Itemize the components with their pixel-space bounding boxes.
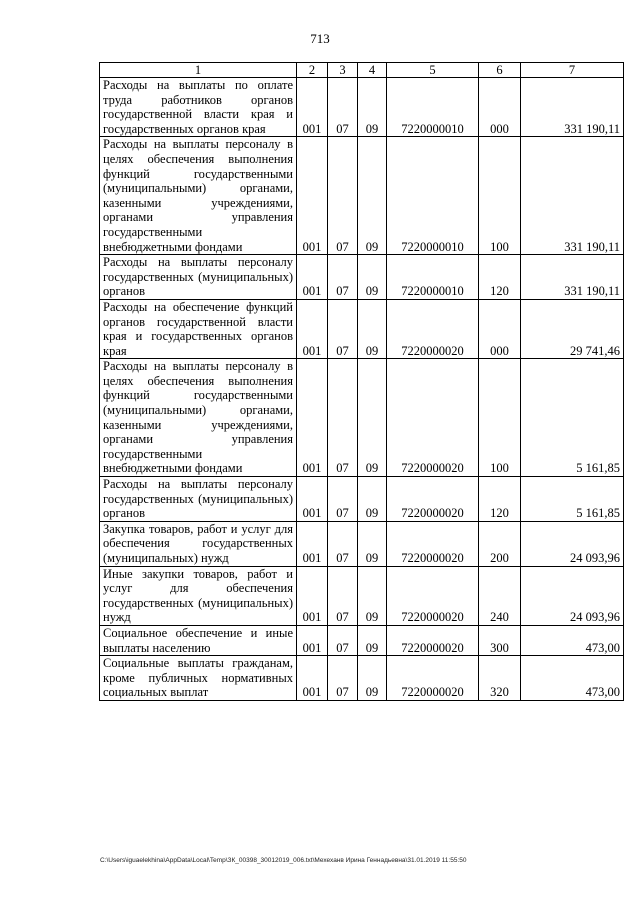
table-row [100, 137, 624, 255]
row-description: Иные закупки товаров, работ и услуг для обеспечения государственных (муниципальных) нужд [100, 566, 297, 625]
ministry-code: 001 [297, 359, 328, 477]
column-header: 4 [358, 63, 387, 78]
amount: 331 190,11 [521, 78, 624, 137]
table-row [100, 255, 624, 300]
subsection-code: 09 [358, 255, 387, 300]
amount: 29 741,46 [521, 299, 624, 358]
section-code: 07 [328, 477, 358, 522]
ministry-code: 001 [297, 299, 328, 358]
section-code: 07 [328, 656, 358, 701]
table-row [100, 299, 624, 358]
amount: 5 161,85 [521, 477, 624, 522]
target-article: 7220000020 [387, 521, 479, 566]
table-row [100, 78, 624, 137]
target-article: 7220000010 [387, 137, 479, 255]
target-article: 7220000020 [387, 656, 479, 701]
column-header: 7 [521, 63, 624, 78]
column-header: 6 [479, 63, 521, 78]
amount: 24 093,96 [521, 521, 624, 566]
ministry-code: 001 [297, 78, 328, 137]
expense-kind: 240 [479, 566, 521, 625]
expense-kind: 200 [479, 521, 521, 566]
section-code: 07 [328, 137, 358, 255]
row-description: Расходы на выплаты персоналу государственных (муниципальных) органов [100, 477, 297, 522]
subsection-code: 09 [358, 656, 387, 701]
subsection-code: 09 [358, 477, 387, 522]
table-body [100, 78, 624, 701]
target-article: 7220000010 [387, 255, 479, 300]
row-description: Социальное обеспечение и иные выплаты населению [100, 625, 297, 655]
row-description: Расходы на выплаты персоналу государственных (муниципальных) органов [100, 255, 297, 300]
subsection-code: 09 [358, 625, 387, 655]
section-code: 07 [328, 359, 358, 477]
budget-table [99, 62, 624, 701]
row-description: Расходы на выплаты персоналу в целях обеспечения выполнения функций государственными (муниципальными) органами, казенными учреждениями, органами управления государственными внебюджетными фондами [100, 359, 297, 477]
table-row [100, 477, 624, 522]
target-article: 7220000020 [387, 625, 479, 655]
ministry-code: 001 [297, 625, 328, 655]
section-code: 07 [328, 78, 358, 137]
ministry-code: 001 [297, 255, 328, 300]
expense-kind: 000 [479, 78, 521, 137]
target-article: 7220000020 [387, 299, 479, 358]
amount: 473,00 [521, 625, 624, 655]
amount: 473,00 [521, 656, 624, 701]
row-description: Расходы на выплаты персоналу в целях обеспечения выполнения функций государственными (муниципальными) органами, казенными учреждениями, органами управления государственными внебюджетными фондами [100, 137, 297, 255]
expense-kind: 120 [479, 477, 521, 522]
ministry-code: 001 [297, 656, 328, 701]
row-description: Социальные выплаты гражданам, кроме публичных нормативных социальных выплат [100, 656, 297, 701]
table-row [100, 656, 624, 701]
table-header [100, 63, 624, 78]
table-row [100, 359, 624, 477]
table-row [100, 521, 624, 566]
subsection-code: 09 [358, 299, 387, 358]
column-header: 2 [297, 63, 328, 78]
subsection-code: 09 [358, 137, 387, 255]
row-description: Расходы на обеспечение функций органов государственной власти края и государственных органов края [100, 299, 297, 358]
row-description: Расходы на выплаты по оплате труда работников органов государственной власти края и государственных органов края [100, 78, 297, 137]
expense-kind: 100 [479, 137, 521, 255]
subsection-code: 09 [358, 566, 387, 625]
section-code: 07 [328, 521, 358, 566]
section-code: 07 [328, 566, 358, 625]
amount: 331 190,11 [521, 255, 624, 300]
subsection-code: 09 [358, 359, 387, 477]
section-code: 07 [328, 299, 358, 358]
expense-kind: 000 [479, 299, 521, 358]
section-code: 07 [328, 255, 358, 300]
column-header: 3 [328, 63, 358, 78]
target-article: 7220000020 [387, 359, 479, 477]
target-article: 7220000020 [387, 477, 479, 522]
target-article: 7220000010 [387, 78, 479, 137]
target-article: 7220000020 [387, 566, 479, 625]
column-header: 5 [387, 63, 479, 78]
expense-kind: 320 [479, 656, 521, 701]
table-row [100, 625, 624, 655]
section-code: 07 [328, 625, 358, 655]
header-row [100, 63, 624, 78]
column-header: 1 [100, 63, 297, 78]
amount: 5 161,85 [521, 359, 624, 477]
subsection-code: 09 [358, 521, 387, 566]
ministry-code: 001 [297, 477, 328, 522]
ministry-code: 001 [297, 137, 328, 255]
ministry-code: 001 [297, 566, 328, 625]
subsection-code: 09 [358, 78, 387, 137]
row-description: Закупка товаров, работ и услуг для обеспечения государственных (муниципальных) нужд [100, 521, 297, 566]
file-path-footer: C:\Users\iguaelekhina\AppData\Local\Temp\ЗК_00398_30012019_006.txt\Мехеханв Ирина Геннадьевна\31.01.2019 11:55:50 [100, 857, 467, 864]
expense-kind: 120 [479, 255, 521, 300]
amount: 331 190,11 [521, 137, 624, 255]
page-number: 713 [310, 31, 330, 46]
amount: 24 093,96 [521, 566, 624, 625]
expense-kind: 100 [479, 359, 521, 477]
expense-kind: 300 [479, 625, 521, 655]
table-row [100, 566, 624, 625]
ministry-code: 001 [297, 521, 328, 566]
